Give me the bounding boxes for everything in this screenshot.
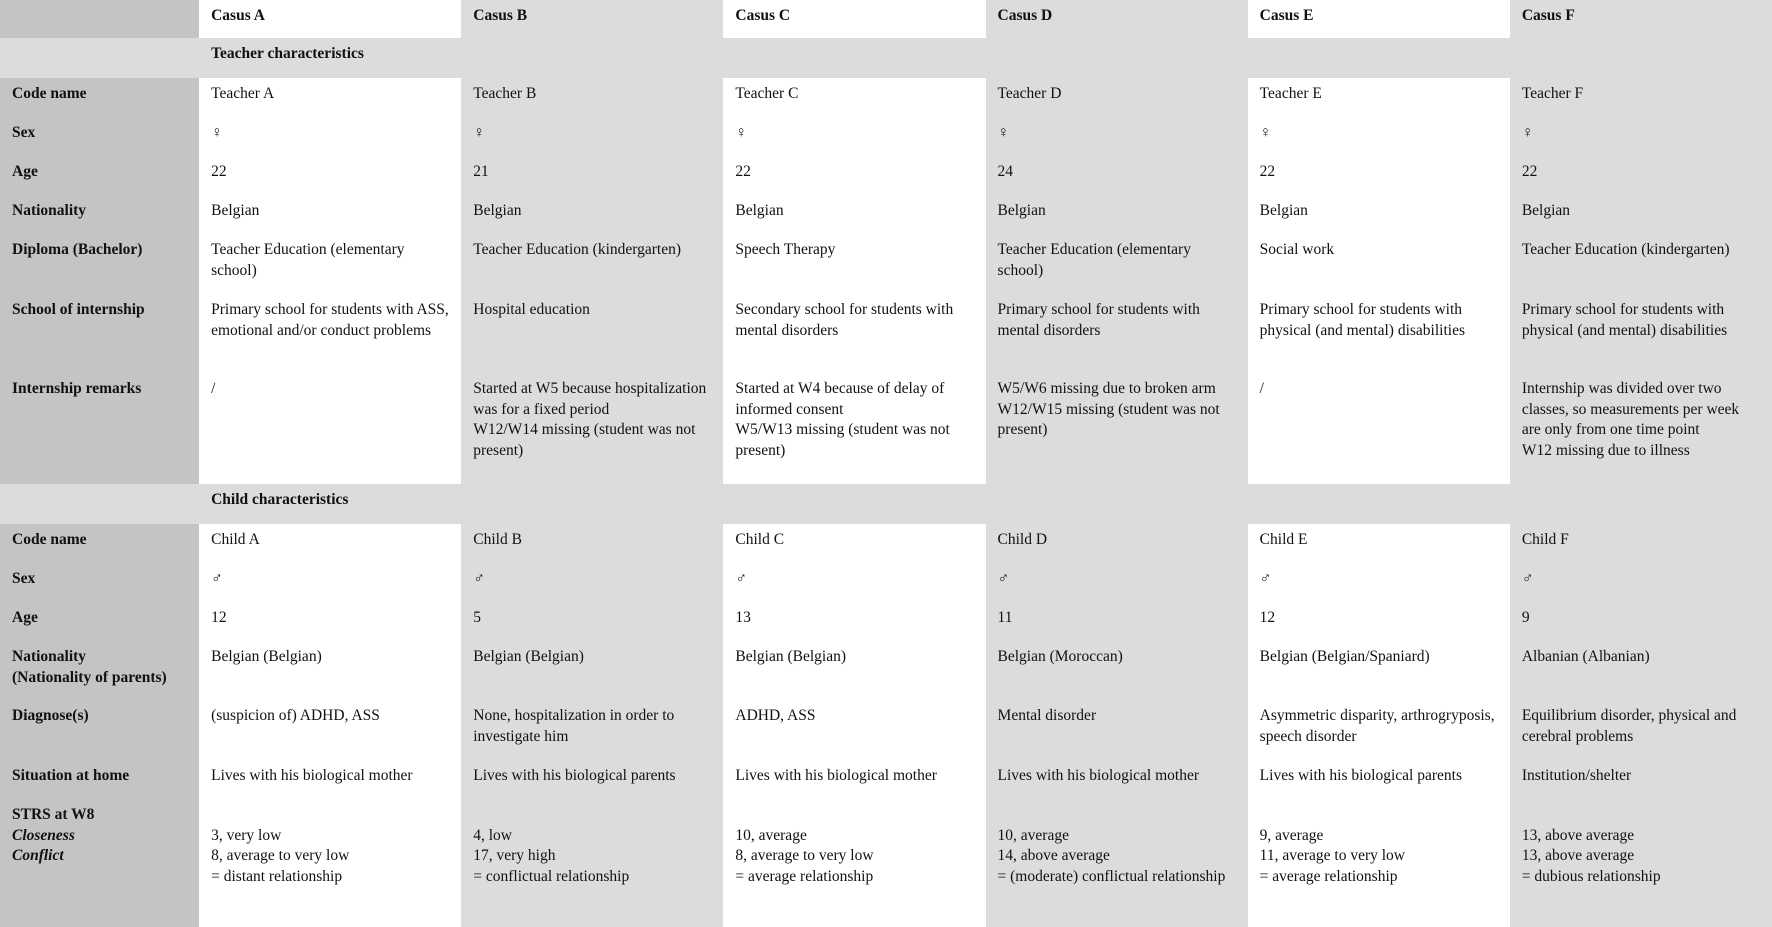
table-row — [0, 563, 1772, 602]
table-cell: ♂ — [723, 563, 985, 602]
table-row — [0, 602, 1772, 641]
table-cell: Social work — [1248, 234, 1510, 294]
table-cell: Teacher F — [1510, 78, 1772, 117]
row-label-text: Diagnose(s) — [12, 707, 89, 724]
table-cell: ♀ — [986, 117, 1248, 156]
table-cell: 4, low 17, very high = conflictual relationship — [461, 799, 723, 927]
table-cell: Teacher B — [461, 78, 723, 117]
table-cell: Teacher C — [723, 78, 985, 117]
row-label-text: Internship remarks — [12, 380, 142, 397]
table-cell: Asymmetric disparity, arthrogryposis, speech disorder — [1248, 700, 1510, 760]
table-cell: Started at W4 because of delay of informed consent W5/W13 missing (student was not present) — [723, 373, 985, 484]
table-cell: 24 — [986, 156, 1248, 195]
table-row — [0, 156, 1772, 195]
table-cell: Belgian — [199, 195, 461, 234]
table-cell: / — [199, 373, 461, 484]
table-cell: Belgian (Belgian/Spaniard) — [1248, 641, 1510, 700]
table-cell: 10, average 14, above average = (moderate) conflictual relationship — [986, 799, 1248, 927]
table-cell: Lives with his biological mother — [199, 760, 461, 799]
table-cell: Belgian (Moroccan) — [986, 641, 1248, 700]
table-cell: Primary school for students with physical (and mental) disabilities — [1248, 294, 1510, 373]
column-header: Casus D — [986, 0, 1248, 38]
table-row — [0, 641, 1772, 700]
table-cell: Belgian — [986, 195, 1248, 234]
table-cell: Belgian (Belgian) — [199, 641, 461, 700]
row-label — [0, 641, 199, 700]
table-row — [0, 799, 1772, 927]
row-label — [0, 234, 199, 294]
row-label — [0, 602, 199, 641]
table-cell: Teacher Education (elementary school) — [986, 234, 1248, 294]
table-cell: ♂ — [1248, 563, 1510, 602]
table-row — [0, 760, 1772, 799]
table-cell: 12 — [1248, 602, 1510, 641]
table-cell: 5 — [461, 602, 723, 641]
table-row — [0, 117, 1772, 156]
row-label — [0, 373, 199, 484]
table-cell: 22 — [723, 156, 985, 195]
table-cell: ♀ — [1248, 117, 1510, 156]
section-row — [0, 38, 1772, 78]
table-cell: Institution/shelter — [1510, 760, 1772, 799]
table-cell: Secondary school for students with mental disorders — [723, 294, 985, 373]
table-cell: Lives with his biological mother — [986, 760, 1248, 799]
table-cell: 22 — [1248, 156, 1510, 195]
table-cell: 12 — [199, 602, 461, 641]
row-label — [0, 700, 199, 760]
table-cell: Mental disorder — [986, 700, 1248, 760]
row-label — [0, 78, 199, 117]
table-cell: Hospital education — [461, 294, 723, 373]
table-cell: Belgian — [461, 195, 723, 234]
row-label — [0, 760, 199, 799]
table-cell: Belgian — [1510, 195, 1772, 234]
row-label-text: Sex — [12, 124, 36, 141]
table-cell: Child F — [1510, 524, 1772, 563]
table-cell: Primary school for students with ASS, emotional and/or conduct problems — [199, 294, 461, 373]
row-label-text: Nationality — [12, 202, 87, 219]
row-label-text: Nationality (Nationality of parents) — [12, 648, 167, 686]
table-cell: Internship was divided over two classes, so measurements per week are only from one time point W12 missing due to illness — [1510, 373, 1772, 484]
row-label-text: Situation at home — [12, 767, 130, 784]
section-title: Teacher characteristics — [199, 38, 1772, 78]
table-cell: Belgian — [723, 195, 985, 234]
table-cell: Started at W5 because hospitalization was for a fixed period W12/W14 missing (student was not present) — [461, 373, 723, 484]
table-row — [0, 234, 1772, 294]
table-cell: ♀ — [461, 117, 723, 156]
table-cell: (suspicion of) ADHD, ASS — [199, 700, 461, 760]
row-label — [0, 294, 199, 373]
table-cell: Speech Therapy — [723, 234, 985, 294]
table-cell: 11 — [986, 602, 1248, 641]
table-row — [0, 78, 1772, 117]
section-spacer — [0, 484, 199, 524]
table-cell: Child B — [461, 524, 723, 563]
row-label — [0, 524, 199, 563]
table-cell: None, hospitalization in order to investigate him — [461, 700, 723, 760]
section-title: Child characteristics — [199, 484, 1772, 524]
row-label-text: Diploma (Bachelor) — [12, 241, 143, 258]
table-cell: Child D — [986, 524, 1248, 563]
row-label-text: Code name — [12, 531, 87, 548]
table-row — [0, 195, 1772, 234]
column-header: Casus C — [723, 0, 985, 38]
corner-cell — [0, 0, 199, 38]
table-cell: ♀ — [199, 117, 461, 156]
table-cell: 13 — [723, 602, 985, 641]
table-row — [0, 524, 1772, 563]
table-cell: Lives with his biological parents — [1248, 760, 1510, 799]
table-cell: 21 — [461, 156, 723, 195]
table-cell: Primary school for students with physical (and mental) disabilities — [1510, 294, 1772, 373]
table-cell: Teacher D — [986, 78, 1248, 117]
table-cell: Child C — [723, 524, 985, 563]
section-spacer — [0, 38, 199, 78]
table-cell: 9 — [1510, 602, 1772, 641]
table-cell: 22 — [199, 156, 461, 195]
column-header: Casus A — [199, 0, 461, 38]
table-cell: 9, average 11, average to very low = average relationship — [1248, 799, 1510, 927]
row-label-text: School of internship — [12, 301, 145, 318]
table-cell: ♂ — [986, 563, 1248, 602]
table-row — [0, 700, 1772, 760]
column-header: Casus E — [1248, 0, 1510, 38]
table-cell: Belgian — [1248, 195, 1510, 234]
column-header: Casus B — [461, 0, 723, 38]
table-cell: 10, average 8, average to very low = average relationship — [723, 799, 985, 927]
table-cell: Child E — [1248, 524, 1510, 563]
table-cell: Albanian (Albanian) — [1510, 641, 1772, 700]
table-cell: / — [1248, 373, 1510, 484]
table-cell: ♂ — [461, 563, 723, 602]
table-cell: Teacher Education (kindergarten) — [1510, 234, 1772, 294]
table-cell: Teacher A — [199, 78, 461, 117]
row-label — [0, 117, 199, 156]
section-row — [0, 484, 1772, 524]
row-label-text: Age — [12, 163, 38, 180]
column-header: Casus F — [1510, 0, 1772, 38]
table-cell: Belgian (Belgian) — [461, 641, 723, 700]
row-label — [0, 799, 199, 927]
row-label — [0, 195, 199, 234]
header-row — [0, 0, 1772, 38]
table-cell: 3, very low 8, average to very low = distant relationship — [199, 799, 461, 927]
row-label — [0, 156, 199, 195]
table-cell: Teacher E — [1248, 78, 1510, 117]
row-label-text: Sex — [12, 570, 36, 587]
table-cell: Teacher Education (elementary school) — [199, 234, 461, 294]
table-cell: ♀ — [723, 117, 985, 156]
table-cell: 13, above average 13, above average = dubious relationship — [1510, 799, 1772, 927]
row-label-text: Age — [12, 609, 38, 626]
table-cell: Lives with his biological parents — [461, 760, 723, 799]
table-cell: ADHD, ASS — [723, 700, 985, 760]
table-cell: ♂ — [199, 563, 461, 602]
table-row — [0, 294, 1772, 373]
row-label — [0, 563, 199, 602]
table-cell: Belgian (Belgian) — [723, 641, 985, 700]
table-cell: ♀ — [1510, 117, 1772, 156]
table-cell: ♂ — [1510, 563, 1772, 602]
table-cell: Primary school for students with mental disorders — [986, 294, 1248, 373]
table-cell: Lives with his biological mother — [723, 760, 985, 799]
row-sublabel: Closeness — [12, 826, 75, 844]
row-sublabel: Conflict — [12, 847, 64, 864]
table-cell: Teacher Education (kindergarten) — [461, 234, 723, 294]
table-cell: 22 — [1510, 156, 1772, 195]
row-label-text: STRS at W8 — [12, 806, 95, 823]
row-label-text: Code name — [12, 85, 87, 102]
table-cell: W5/W6 missing due to broken arm W12/W15 missing (student was not present) — [986, 373, 1248, 484]
table-cell: Child A — [199, 524, 461, 563]
table-row — [0, 373, 1772, 484]
table-cell: Equilibrium disorder, physical and cerebral problems — [1510, 700, 1772, 760]
